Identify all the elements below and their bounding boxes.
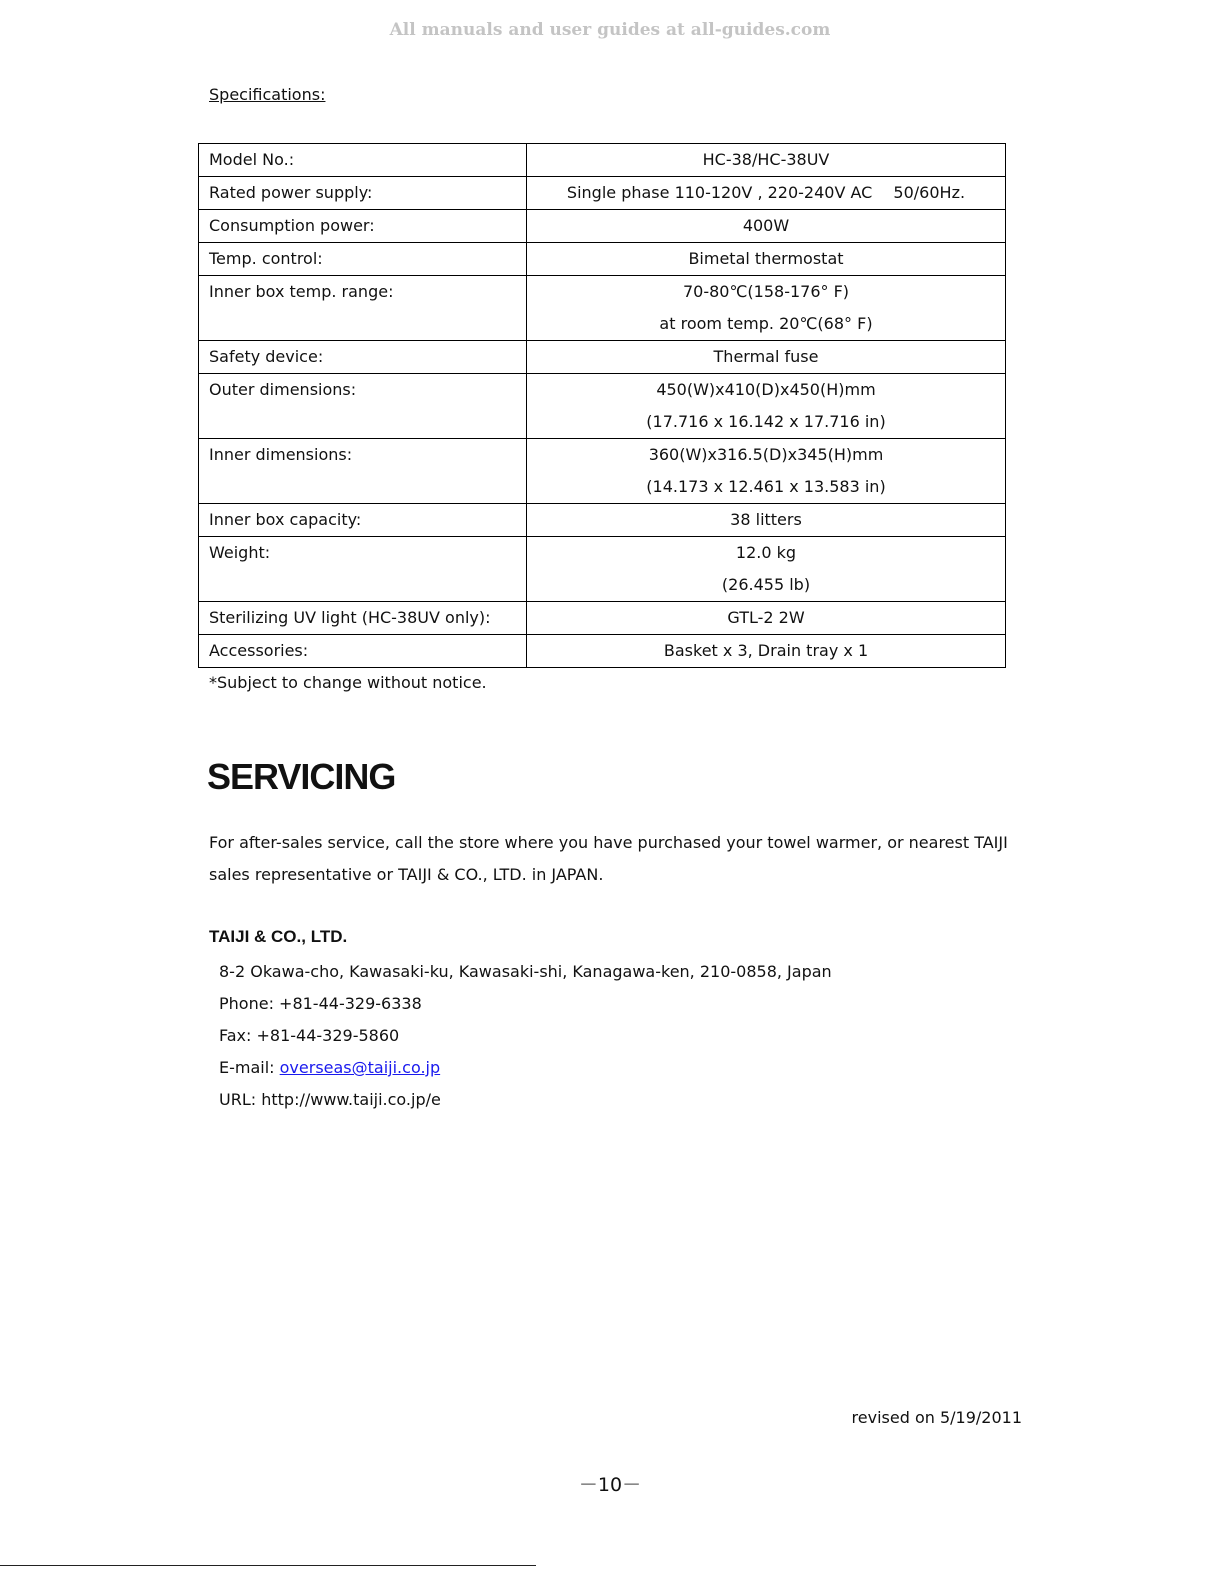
company-contact [219, 956, 832, 1116]
email-link[interactable]: overseas@taiji.co.jp [279, 1058, 441, 1077]
company-email-row [219, 1052, 832, 1084]
servicing-paragraph [209, 827, 1039, 891]
spec-value-line: 38 litters [730, 510, 802, 529]
spec-value-line: Single phase 110-120V , 220-240V AC 50/60Hz. [566, 183, 966, 202]
spec-value [527, 504, 1006, 537]
specifications-table [198, 143, 1006, 668]
spec-label: Outer dimensions: [199, 374, 527, 439]
spec-label: Safety device: [199, 341, 527, 374]
spec-row [199, 537, 1006, 602]
spec-value-line: 12.0 kg [735, 543, 797, 562]
spec-label: Rated power supply: [199, 177, 527, 210]
spec-value [527, 374, 1006, 439]
spec-value [527, 602, 1006, 635]
spec-value-line: HC-38/HC-38UV [702, 150, 830, 169]
spec-label: Inner dimensions: [199, 439, 527, 504]
spec-label: Consumption power: [199, 210, 527, 243]
spec-value-line: Bimetal thermostat [688, 249, 844, 268]
watermark-text: All manuals and user guides at all-guides.com [389, 20, 831, 40]
spec-value-line: GTL-2 2W [727, 608, 805, 627]
spec-value-line: 400W [742, 216, 790, 235]
spec-value-line: Thermal fuse [713, 347, 819, 366]
company-address: 8-2 Okawa-cho, Kawasaki-ku, Kawasaki-shi, Kanagawa-ken, 210-0858, Japan [219, 962, 832, 981]
revision-date: revised on 5/19/2011 [851, 1408, 1022, 1427]
spec-value-line: 360(W)x316.5(D)x345(H)mm [648, 445, 884, 464]
company-name: TAIJI & CO., LTD. [209, 927, 348, 946]
spec-row [199, 374, 1006, 439]
spec-row [199, 504, 1006, 537]
change-notice: *Subject to change without notice. [209, 673, 487, 692]
spec-row [199, 243, 1006, 276]
spec-row [199, 210, 1006, 243]
spec-value [527, 341, 1006, 374]
spec-label: Inner box temp. range: [199, 276, 527, 341]
spec-row [199, 177, 1006, 210]
spec-value [527, 537, 1006, 602]
spec-value-line: 450(W)x410(D)x450(H)mm [656, 380, 876, 399]
company-fax: Fax: +81-44-329-5860 [219, 1026, 400, 1045]
spec-label: Inner box capacity: [199, 504, 527, 537]
company-url: URL: http://www.taiji.co.jp/e [219, 1090, 441, 1109]
spec-value [527, 243, 1006, 276]
spec-label: Sterilizing UV light (HC-38UV only): [199, 602, 527, 635]
spec-row [199, 635, 1006, 668]
spec-label: Accessories: [199, 635, 527, 668]
spec-row [199, 276, 1006, 341]
spec-value [527, 276, 1006, 341]
spec-value-line: at room temp. 20℃(68° F) [659, 314, 873, 333]
servicing-line-1: For after-sales service, call the store where you have purchased your towel warmer, or nearest TAIJI [209, 833, 1008, 852]
spec-label: Weight: [199, 537, 527, 602]
spec-label: Model No.: [199, 144, 527, 177]
spec-label: Temp. control: [199, 243, 527, 276]
company-phone: Phone: +81-44-329-6338 [219, 994, 422, 1013]
spec-value-line: (17.716 x 16.142 x 17.716 in) [646, 412, 886, 431]
spec-row [199, 439, 1006, 504]
servicing-heading: SERVICING [207, 756, 396, 797]
page-number: －10－ [578, 1474, 642, 1496]
spec-value-line: (26.455 lb) [721, 575, 811, 594]
spec-value [527, 177, 1006, 210]
spec-value [527, 635, 1006, 668]
specifications-title: Specifications: [209, 85, 326, 104]
spec-row [199, 341, 1006, 374]
spec-value-line: (14.173 x 12.461 x 13.583 in) [646, 477, 886, 496]
spec-row [199, 602, 1006, 635]
spec-value [527, 210, 1006, 243]
spec-row [199, 144, 1006, 177]
spec-value-line: 70-80℃(158-176° F) [682, 282, 850, 301]
spec-value-line: Basket x 3, Drain tray x 1 [663, 641, 869, 660]
spec-value [527, 439, 1006, 504]
spec-value [527, 144, 1006, 177]
bottom-divider [0, 1565, 536, 1566]
email-label: E-mail: [219, 1058, 280, 1077]
servicing-line-2: sales representative or TAIJI & CO., LTD. in JAPAN. [209, 865, 604, 884]
